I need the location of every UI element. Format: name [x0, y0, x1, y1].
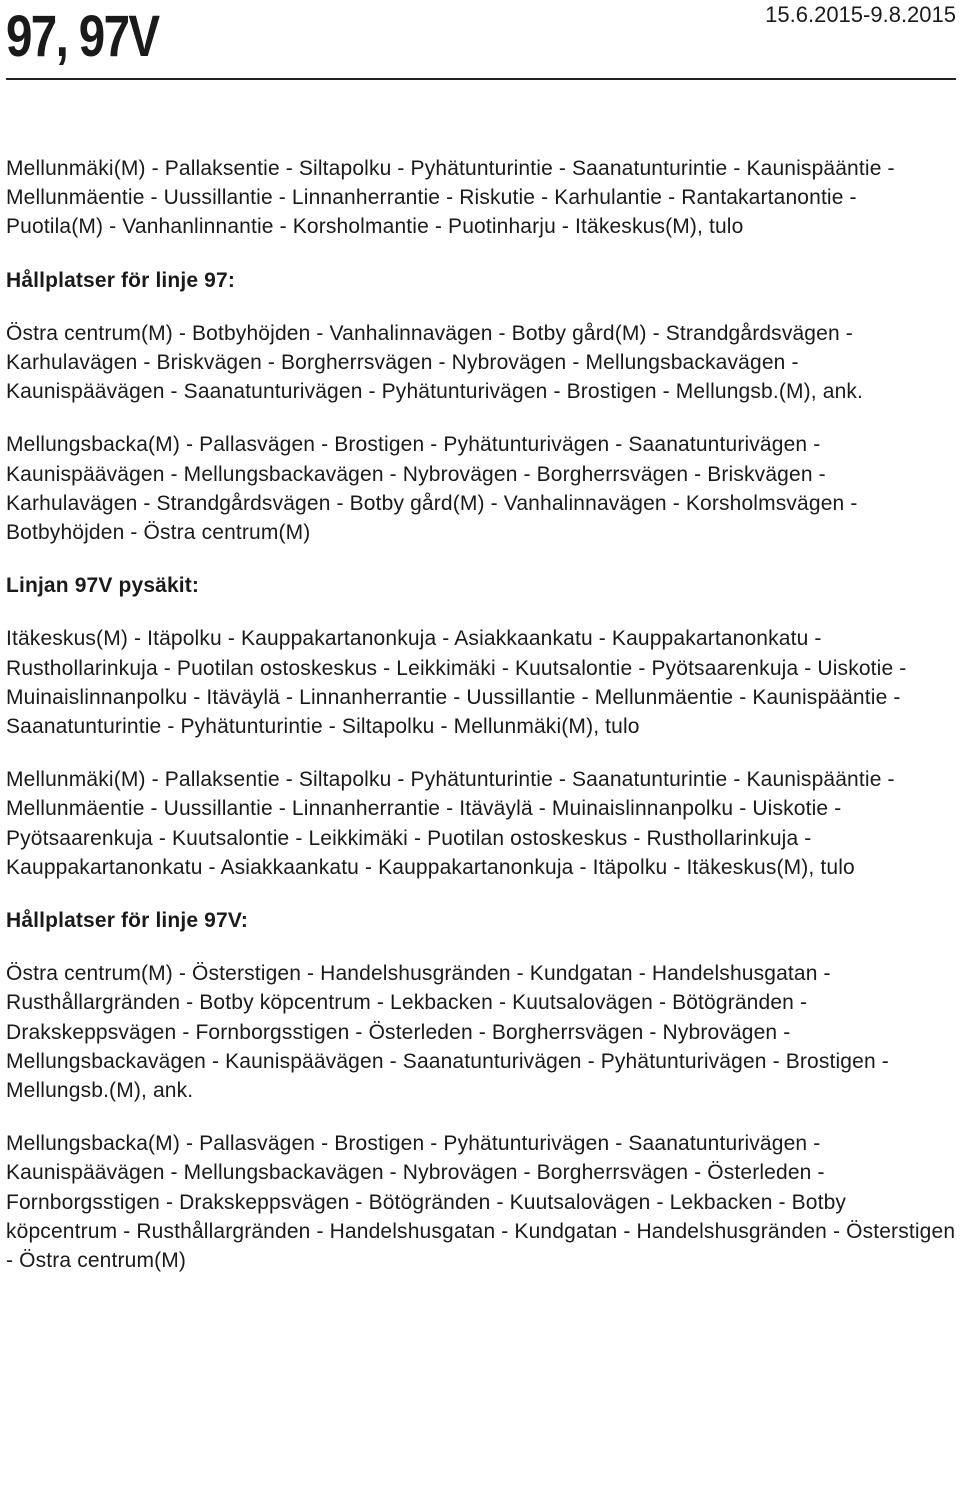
- page-header: [6, 0, 956, 80]
- route-97v-direction-2-stops: Mellunmäki(M) - Pallaksentie - Siltapolku - Pyhätunturintie - Saanatunturintie - Kaunispääntie - Mellunmäentie - Uussillantie - Linnanherrantie - Itäväylä - Muinaislinnanpolku - Uiskotie - Pyötsaarenkuja - Kuutsalontie - Leikkimäki - Puotilan ostoskeskus - Rusthollarinkuja - Kauppakartanonkatu - Asiakkaankatu - Kauppakartanonkuja - Itäpolku - Itäkeskus(M), tulo: [6, 768, 895, 879]
- route-97v-direction-1-stops: Itäkeskus(M) - Itäpolku - Kauppakartanonkuja - Asiakkaankatu - Kauppakartanonkatu - Rusthollarinkuja - Puotilan ostoskeskus - Leikkimäki - Kuutsalontie - Pyötsaarenkuja - Uiskotie - Muinaislinnanpolku - Itäväylä - Linnanherrantie - Uussillantie - Mellunmäentie - Kaunispääntie - Saanatunturintie - Pyhätunturintie - Siltapolku - Mellunmäki(M), tulo: [6, 627, 907, 739]
- route-97v-finnish-heading: Linjan 97V pysäkit:: [6, 574, 200, 598]
- route-97-swedish-direction-2-stops: Mellungsbacka(M) - Pallasvägen - Brostigen - Pyhätunturivägen - Saanatunturivägen - Kaunispäävägen - Mellungsbackavägen - Nybrovägen - Borgherrsvägen - Briskvägen - Karhulavägen - Strandgårdsvägen - Botby gård(M) - Vanhalinnavägen - Korsholmsvägen - Botbyhöjden - Östra centrum(M): [6, 433, 858, 545]
- route-97-direction-1-stops: Mellunmäki(M) - Pallaksentie - Siltapolku - Pyhätunturintie - Saanatunturintie - Kaunispääntie - Mellunmäentie - Uussillantie - Linnanherrantie - Riskutie - Karhulantie - Rantakartanontie - Puotila(M) - Vanhanlinnantie - Korsholmantie - Puotinharju - Itäkeskus(M), tulo: [6, 157, 895, 239]
- page: [6, 0, 956, 1273]
- route-97v-swedish-direction-2-stops: Mellungsbacka(M) - Pallasvägen - Brostigen - Pyhätunturivägen - Saanatunturivägen - Kaunispäävägen - Mellungsbackavägen - Nybrovägen - Borgherrsvägen - Österleden - Fornborgsstigen - Drakskeppsvägen - Bötögränden - Kuutsalovägen - Lekbacken - Botby köpcentrum - Rusthållargränden - Handelshusgatan - Kundgatan - Handelshusgränden - Österstigen - Östra centrum(M): [6, 1132, 956, 1273]
- route-content: [6, 154, 956, 1299]
- route-97-swedish-direction-1-stops: Östra centrum(M) - Botbyhöjden - Vanhalinnavägen - Botby gård(M) - Strandgårdsvägen - Karhulavägen - Briskvägen - Borgherrsvägen - Nybrovägen - Mellungsbackavägen - Kaunispäävägen - Saanatunturivägen - Pyhätunturivägen - Brostigen - Mellungsb.(M), ank.: [6, 321, 864, 404]
- route-97v-swedish-heading: Hållplatser för linje 97V:: [6, 909, 248, 933]
- date-range: 15.6.2015-9.8.2015: [765, 2, 956, 27]
- route-97v-swedish-direction-1-stops: Östra centrum(M) - Österstigen - Handelshusgränden - Kundgatan - Handelshusgatan - Rusthållargränden - Botby köpcentrum - Lekbacken - Kuutsalovägen - Bötögränden - Drakskeppsvägen - Fornborgsstigen - Österleden - Borgherrsvägen - Nybrovägen - Mellungsbackavägen - Kaunispäävägen - Saanatunturivägen - Pyhätunturivägen - Brostigen - Mellungsb.(M), ank.: [6, 962, 889, 1103]
- route-number-title: 97, 97V: [6, 4, 159, 69]
- route-97-swedish-heading: Hållplatser för linje 97:: [6, 268, 235, 292]
